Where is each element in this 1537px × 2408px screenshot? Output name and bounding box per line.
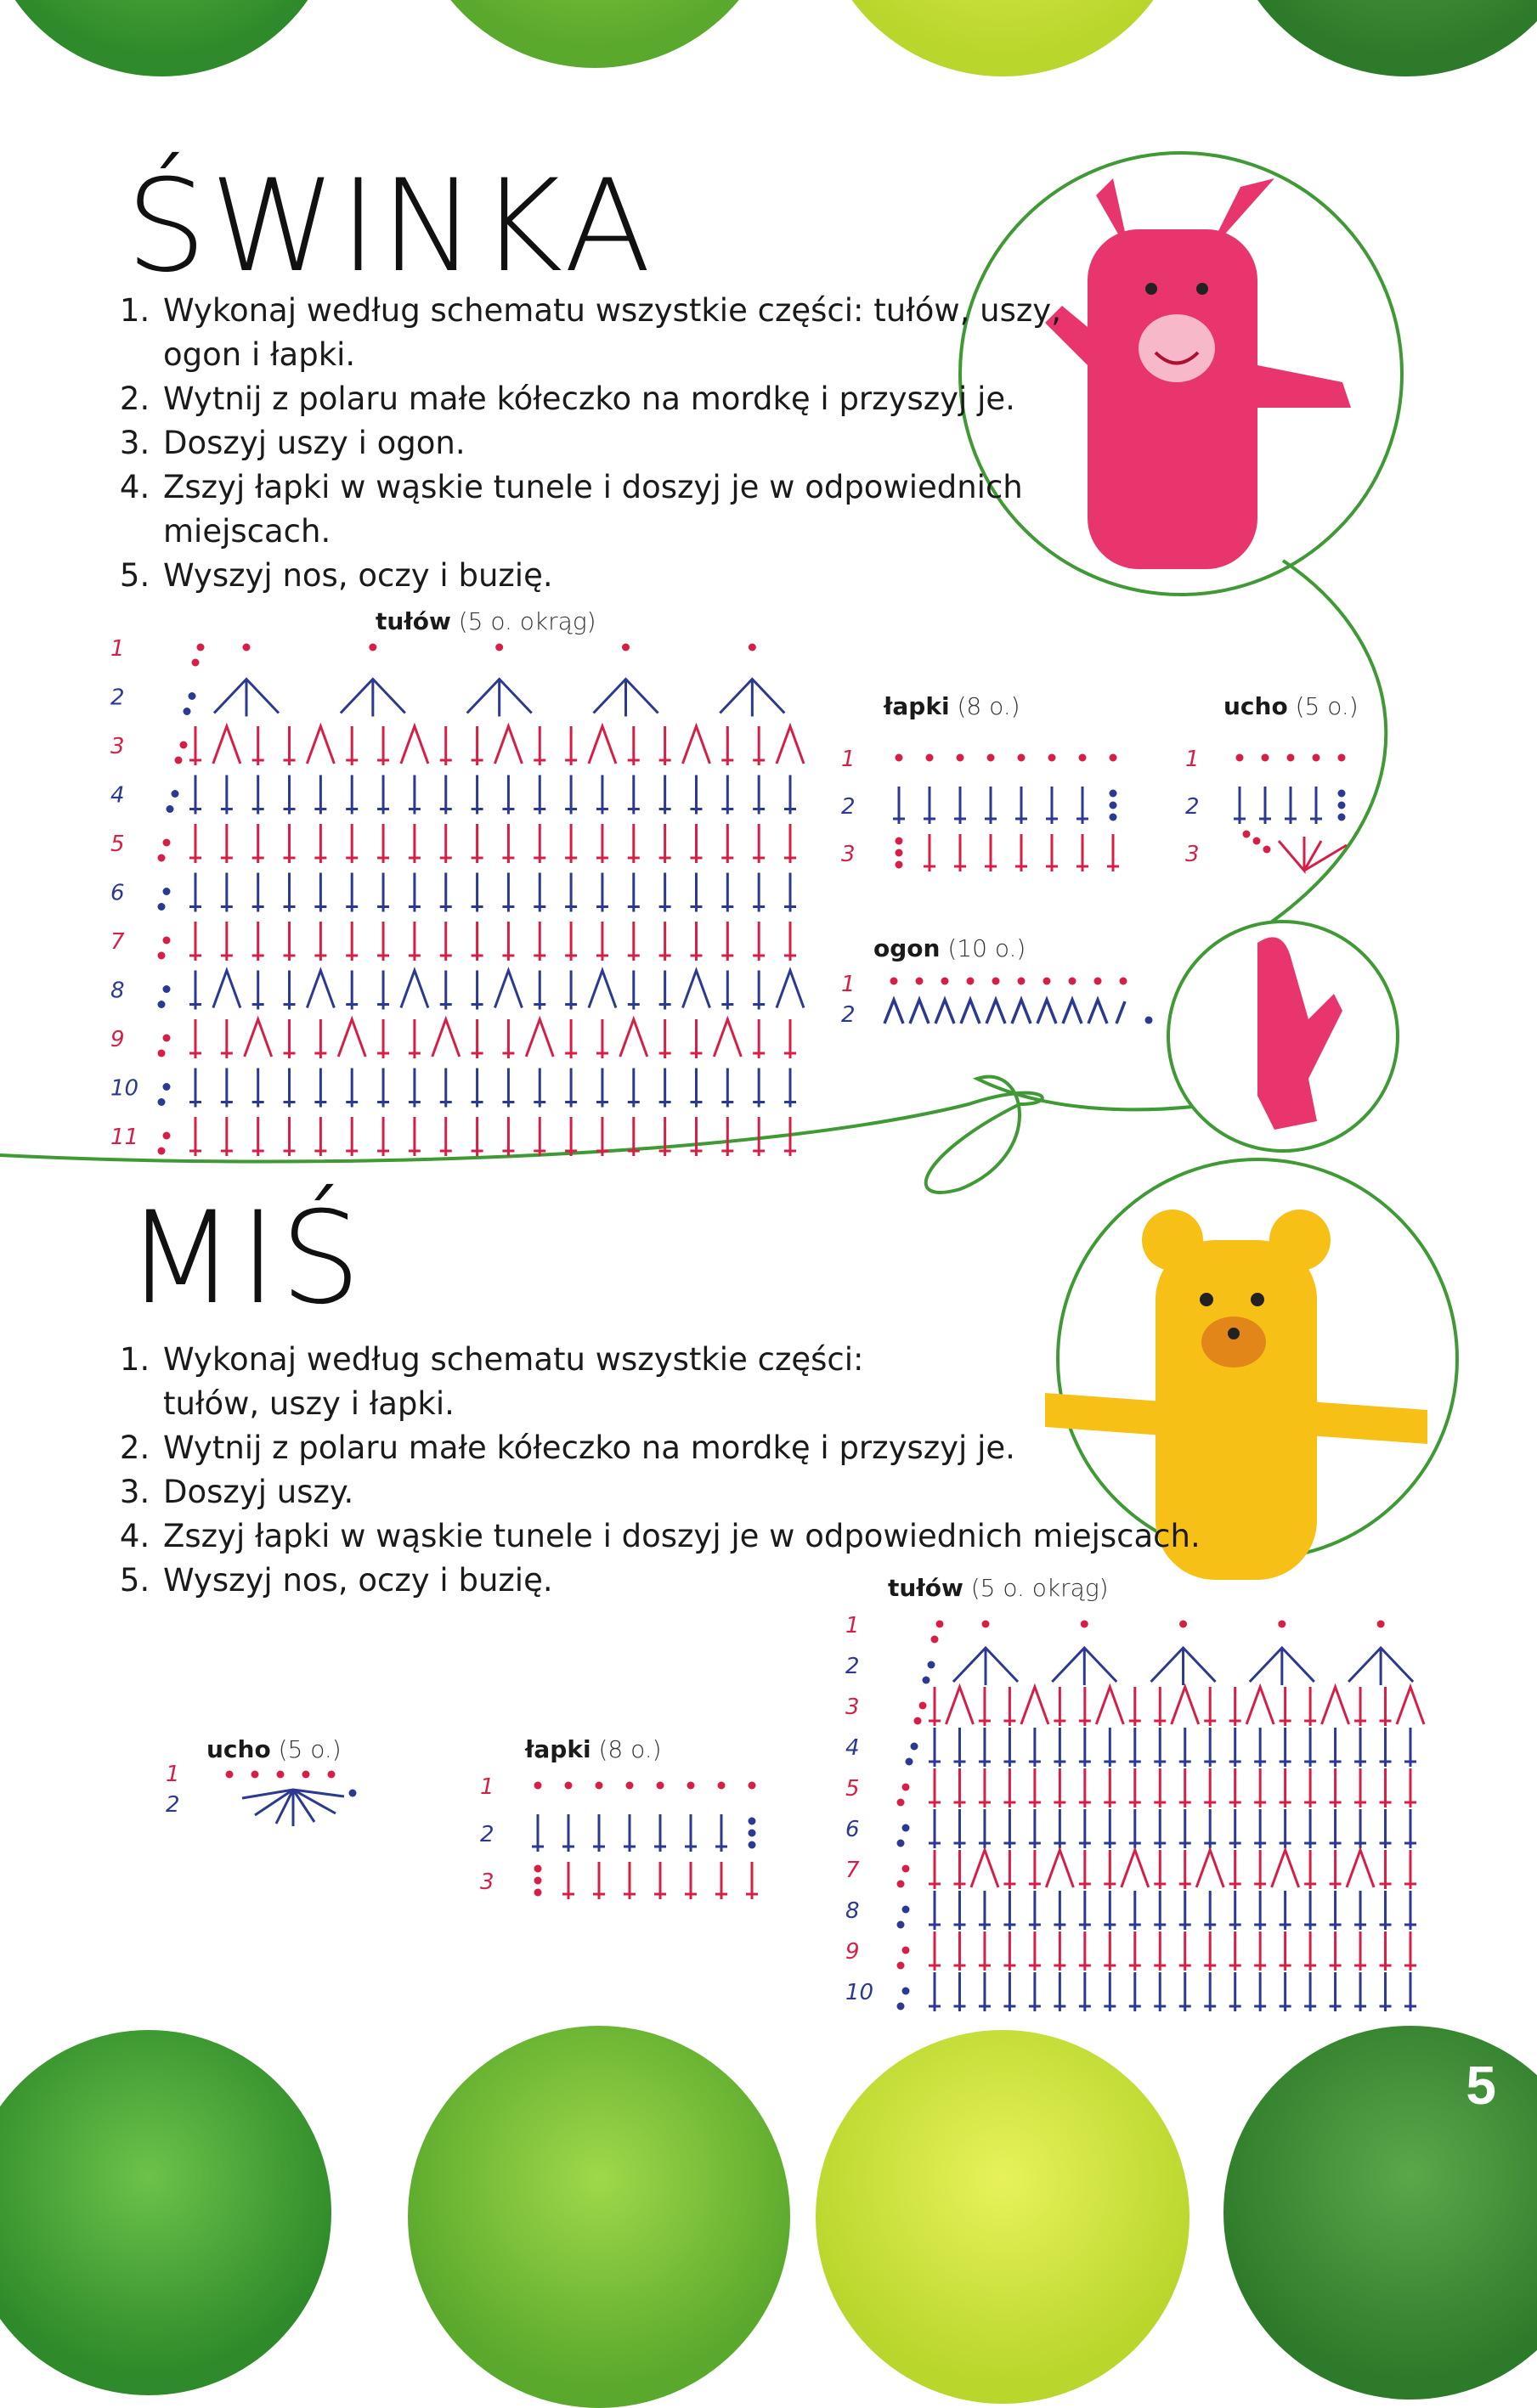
chain-dot bbox=[749, 1841, 756, 1849]
decrease-symbol bbox=[401, 726, 428, 764]
chain-dot bbox=[928, 1661, 935, 1669]
chain-dot bbox=[328, 1771, 336, 1779]
row-number: 6 bbox=[845, 1817, 860, 1842]
chain-dot bbox=[1338, 814, 1346, 821]
chain-dot bbox=[1263, 846, 1271, 854]
chain-dot bbox=[1110, 754, 1117, 762]
chain-dot bbox=[897, 1921, 905, 1929]
chain-dot bbox=[1338, 790, 1346, 798]
row-number: 3 bbox=[845, 1695, 860, 1720]
row-number: 1 bbox=[845, 1613, 860, 1638]
chain-dot bbox=[890, 978, 898, 985]
chain-dot bbox=[1048, 754, 1056, 762]
decrease-symbol bbox=[494, 971, 522, 1008]
decrease-symbol bbox=[1046, 1850, 1073, 1887]
chain-dot bbox=[982, 1621, 990, 1628]
chain-dot bbox=[941, 978, 949, 985]
decrease-symbol bbox=[1347, 1850, 1374, 1887]
decrease-symbol bbox=[213, 971, 240, 1008]
row-number: 3 bbox=[841, 842, 856, 867]
chain-dot bbox=[897, 1881, 905, 1888]
chain-dot bbox=[1338, 754, 1346, 762]
chain-dot bbox=[749, 644, 756, 651]
chain-dot bbox=[251, 1771, 259, 1779]
row-number: 3 bbox=[480, 1869, 494, 1895]
swinka-lapki-label: łapki (8 o.) bbox=[884, 692, 1020, 720]
decrease-symbol bbox=[1272, 1850, 1299, 1887]
chain-dot bbox=[687, 1782, 695, 1790]
swinka-lapki-chart bbox=[841, 739, 1130, 875]
chain-dot bbox=[902, 1824, 910, 1832]
chain-dot bbox=[1145, 1017, 1153, 1024]
chain-dot bbox=[158, 1001, 166, 1008]
chain-dot bbox=[163, 1083, 171, 1091]
row-number: 1 bbox=[166, 1762, 180, 1787]
decrease-symbol bbox=[682, 726, 709, 764]
decrease-symbol bbox=[1021, 1687, 1048, 1724]
increase-fan-symbol bbox=[341, 680, 405, 717]
chain-dot bbox=[596, 1782, 603, 1790]
swinka-ucho-label: ucho (5 o.) bbox=[1223, 692, 1359, 720]
chain-dot bbox=[902, 1988, 910, 1995]
chain-dot bbox=[163, 1035, 171, 1042]
decrease-symbol bbox=[494, 726, 522, 764]
slip-symbol bbox=[1037, 1000, 1056, 1024]
chain-dot bbox=[987, 754, 995, 762]
step: 5. Wyszyj nos, oczy i buzię. bbox=[160, 554, 1103, 598]
chain-dot bbox=[369, 644, 376, 651]
swinka-title: ŚWINKA bbox=[126, 153, 655, 301]
mis-lapki-chart bbox=[480, 1767, 769, 1903]
mis-ucho-label: ucho (5 o.) bbox=[206, 1735, 342, 1763]
decrease-symbol bbox=[432, 1019, 460, 1057]
increase-fan-symbol bbox=[594, 680, 658, 717]
chain-dot bbox=[1287, 754, 1295, 762]
row-number: 8 bbox=[845, 1898, 860, 1924]
chain-dot bbox=[163, 888, 171, 895]
slip-symbol bbox=[935, 1000, 954, 1024]
decrease-symbol bbox=[307, 971, 334, 1008]
decrease-symbol bbox=[213, 726, 240, 764]
chain-dot bbox=[1018, 754, 1026, 762]
slip-symbol bbox=[1012, 1000, 1031, 1024]
mis-title: MIŚ bbox=[126, 1185, 364, 1333]
chain-dot bbox=[1081, 1621, 1088, 1628]
mis-tulow-chart bbox=[845, 1605, 1423, 2013]
chain-dot bbox=[1069, 978, 1076, 985]
row-number: 7 bbox=[845, 1858, 860, 1883]
chain-dot bbox=[243, 644, 251, 651]
step: 4. Zszyj łapki w wąskie tunele i doszyj je w odpowiednich miejscach. bbox=[160, 465, 1038, 554]
chain-dot bbox=[180, 742, 188, 749]
chain-dot bbox=[534, 1865, 542, 1873]
chain-dot bbox=[749, 1818, 756, 1825]
slip-symbol bbox=[910, 1000, 929, 1024]
step: 2. Wytnij z polaru małe kółeczko na mordkę i przyszyj je. bbox=[160, 1426, 1222, 1470]
chain-dot bbox=[1120, 978, 1127, 985]
increase-fan-symbol bbox=[953, 1648, 1018, 1685]
row-number: 2 bbox=[841, 794, 856, 820]
chain-dot bbox=[1243, 831, 1251, 838]
mis-lapki-label: łapki (8 o.) bbox=[525, 1735, 662, 1763]
chain-dot bbox=[158, 903, 166, 911]
chain-dot bbox=[277, 1771, 285, 1779]
chain-dot bbox=[1278, 1621, 1286, 1628]
decrease-symbol bbox=[1096, 1687, 1123, 1724]
chain-dot bbox=[1338, 802, 1346, 809]
mis-tulow-label: tułów (5 o. okrąg) bbox=[888, 1574, 1109, 1602]
step: 1. Wykonaj według schematu wszystkie części: tułów, uszy i łapki. bbox=[160, 1338, 911, 1426]
step: 2. Wytnij z polaru małe kółeczko na mordkę i przyszyj je. bbox=[160, 377, 1103, 421]
row-number: 2 bbox=[166, 1792, 180, 1818]
row-number: 2 bbox=[845, 1654, 860, 1679]
chain-dot bbox=[158, 1098, 166, 1106]
chain-dot bbox=[897, 2003, 905, 2010]
chain-dot bbox=[914, 1717, 922, 1725]
row-number: 11 bbox=[110, 1125, 139, 1150]
swinka-ogon-label: ogon (10 o.) bbox=[873, 934, 1026, 962]
chain-dot bbox=[1313, 754, 1320, 762]
chain-dot bbox=[931, 1636, 939, 1644]
chain-dot bbox=[1377, 1621, 1385, 1628]
page-number: 5 bbox=[1466, 2055, 1496, 2116]
increase-fan-symbol bbox=[720, 680, 784, 717]
row-number: 2 bbox=[841, 1002, 856, 1028]
decrease-symbol bbox=[526, 1019, 553, 1057]
step: 5. Wyszyj nos, oczy i buzię. bbox=[160, 1559, 1222, 1603]
chain-dot bbox=[1236, 754, 1244, 762]
decrease-symbol bbox=[1122, 1850, 1149, 1887]
decrease-symbol bbox=[245, 1019, 272, 1057]
row-number: 7 bbox=[110, 929, 125, 955]
chain-dot bbox=[1262, 754, 1269, 762]
chain-dot bbox=[622, 644, 630, 651]
chain-dot bbox=[226, 1771, 234, 1779]
row-number: 10 bbox=[110, 1075, 139, 1102]
row-number: 5 bbox=[845, 1776, 860, 1802]
step: 1. Wykonaj według schematu wszystkie części: tułów, uszy, ogon i łapki. bbox=[160, 289, 1064, 377]
increase-fan-symbol bbox=[1279, 837, 1347, 871]
chain-dot bbox=[534, 1782, 542, 1790]
chain-dot bbox=[897, 1962, 905, 1970]
chain-dot bbox=[896, 837, 903, 845]
pig-arm-photo bbox=[1223, 926, 1351, 1138]
row-number: 1 bbox=[1185, 747, 1200, 772]
chain-dot bbox=[192, 659, 200, 667]
chain-dot bbox=[911, 1743, 918, 1751]
chain-dot bbox=[534, 1877, 542, 1885]
swinka-ogon-chart bbox=[841, 973, 1198, 1040]
chain-dot bbox=[163, 937, 171, 945]
chain-dot bbox=[158, 952, 166, 960]
chain-dot bbox=[916, 978, 924, 985]
chain-dot bbox=[718, 1782, 726, 1790]
chain-dot bbox=[1253, 837, 1261, 845]
chain-dot bbox=[749, 1782, 756, 1790]
decrease-symbol bbox=[620, 1019, 647, 1057]
chain-dot bbox=[919, 1702, 927, 1710]
decrease-symbol bbox=[307, 726, 334, 764]
chain-dot bbox=[565, 1782, 573, 1790]
chain-dot bbox=[1110, 790, 1117, 798]
row-number: 2 bbox=[1185, 794, 1200, 820]
row-number: 1 bbox=[841, 972, 856, 997]
chain-dot bbox=[1094, 978, 1102, 985]
slip-symbol bbox=[1063, 1000, 1082, 1024]
step: 4. Zszyj łapki w wąskie tunele i doszyj je w odpowiednich miejscach. bbox=[160, 1514, 1222, 1559]
row-number: 4 bbox=[110, 782, 125, 809]
increase-fan-symbol bbox=[242, 1790, 344, 1826]
slip-symbol bbox=[986, 1000, 1005, 1024]
decrease-symbol bbox=[777, 971, 804, 1008]
row-number: 6 bbox=[110, 880, 125, 906]
chain-dot bbox=[896, 861, 903, 869]
decrease-symbol bbox=[1322, 1687, 1349, 1724]
chain-dot bbox=[926, 754, 934, 762]
chain-dot bbox=[1179, 1621, 1187, 1628]
step: 3. Doszyj uszy. bbox=[160, 1470, 1222, 1514]
decrease-symbol bbox=[682, 971, 709, 1008]
decrease-symbol bbox=[1172, 1687, 1199, 1724]
decrease-symbol bbox=[589, 971, 616, 1008]
row-number: 4 bbox=[845, 1735, 860, 1761]
chain-dot bbox=[302, 1771, 310, 1779]
mis-steps bbox=[127, 1338, 1222, 1603]
chain-dot bbox=[923, 1677, 930, 1684]
chain-dot bbox=[197, 644, 205, 651]
step: 3. Doszyj uszy i ogon. bbox=[160, 421, 1103, 465]
increase-fan-symbol bbox=[467, 680, 532, 717]
chain-dot bbox=[957, 754, 964, 762]
row-number: 9 bbox=[110, 1027, 125, 1052]
chain-dot bbox=[1043, 978, 1051, 985]
chain-dot bbox=[902, 1784, 910, 1791]
chain-dot bbox=[897, 1799, 905, 1807]
slip-symbol bbox=[961, 1000, 980, 1024]
chain-dot bbox=[163, 839, 171, 847]
decrease-symbol bbox=[338, 1019, 365, 1057]
row-number: 3 bbox=[1185, 842, 1200, 867]
chain-dot bbox=[626, 1782, 634, 1790]
chain-dot bbox=[897, 1840, 905, 1847]
chain-dot bbox=[158, 1050, 166, 1057]
row-number: 1 bbox=[480, 1774, 494, 1800]
decrease-symbol bbox=[714, 1019, 741, 1057]
chain-dot bbox=[896, 754, 903, 762]
slip-symbol bbox=[1116, 1001, 1125, 1024]
chain-dot bbox=[189, 692, 196, 700]
chain-dot bbox=[534, 1889, 542, 1897]
chain-dot bbox=[163, 985, 171, 993]
chain-dot bbox=[896, 849, 903, 857]
chain-dot bbox=[936, 1621, 944, 1628]
increase-fan-symbol bbox=[1348, 1648, 1413, 1685]
decrease-symbol bbox=[777, 726, 804, 764]
chain-dot bbox=[906, 1758, 913, 1766]
increase-fan-symbol bbox=[1250, 1648, 1314, 1685]
decrease-symbol bbox=[946, 1687, 973, 1724]
swinka-steps bbox=[127, 289, 1103, 598]
decrease-symbol bbox=[589, 726, 616, 764]
increase-fan-symbol bbox=[214, 680, 279, 717]
chain-dot bbox=[1110, 802, 1117, 809]
chain-dot bbox=[1079, 754, 1087, 762]
decrease-symbol bbox=[1397, 1687, 1424, 1724]
decrease-symbol bbox=[1196, 1850, 1223, 1887]
chain-dot bbox=[749, 1830, 756, 1837]
chain-dot bbox=[495, 644, 503, 651]
row-number: 1 bbox=[841, 747, 856, 772]
slip-symbol bbox=[1088, 1000, 1107, 1024]
decrease-symbol bbox=[1246, 1687, 1274, 1724]
row-number: 9 bbox=[845, 1939, 860, 1965]
slip-symbol bbox=[884, 1000, 903, 1024]
increase-fan-symbol bbox=[1052, 1648, 1116, 1685]
swinka-tulow-label: tułów (5 o. okrąg) bbox=[376, 607, 596, 635]
swinka-tulow-chart bbox=[110, 637, 807, 1164]
chain-dot bbox=[902, 1906, 910, 1914]
row-number: 1 bbox=[110, 636, 125, 662]
mis-ucho-chart bbox=[166, 1762, 387, 1847]
decrease-symbol bbox=[401, 971, 428, 1008]
chain-dot bbox=[657, 1782, 664, 1790]
chain-dot bbox=[992, 978, 1000, 985]
chain-dot bbox=[902, 1947, 910, 1954]
row-number: 8 bbox=[110, 978, 125, 1004]
chain-dot bbox=[902, 1865, 910, 1873]
chain-dot bbox=[349, 1790, 357, 1797]
chain-dot bbox=[163, 1132, 171, 1140]
chain-dot bbox=[175, 757, 183, 764]
row-number: 10 bbox=[845, 1980, 874, 2005]
chain-dot bbox=[167, 805, 174, 813]
chain-dot bbox=[967, 978, 975, 985]
chain-dot bbox=[1110, 814, 1117, 821]
chain-dot bbox=[1018, 978, 1026, 985]
chain-dot bbox=[184, 708, 191, 715]
row-number: 5 bbox=[110, 832, 125, 857]
row-number: 2 bbox=[110, 685, 125, 711]
chain-dot bbox=[158, 854, 166, 862]
increase-fan-symbol bbox=[1151, 1648, 1216, 1685]
row-number: 3 bbox=[110, 734, 125, 759]
row-number: 2 bbox=[480, 1822, 494, 1847]
chain-dot bbox=[158, 1148, 166, 1155]
swinka-ucho-chart bbox=[1185, 739, 1389, 875]
decrease-symbol bbox=[971, 1850, 998, 1887]
chain-dot bbox=[172, 790, 179, 798]
